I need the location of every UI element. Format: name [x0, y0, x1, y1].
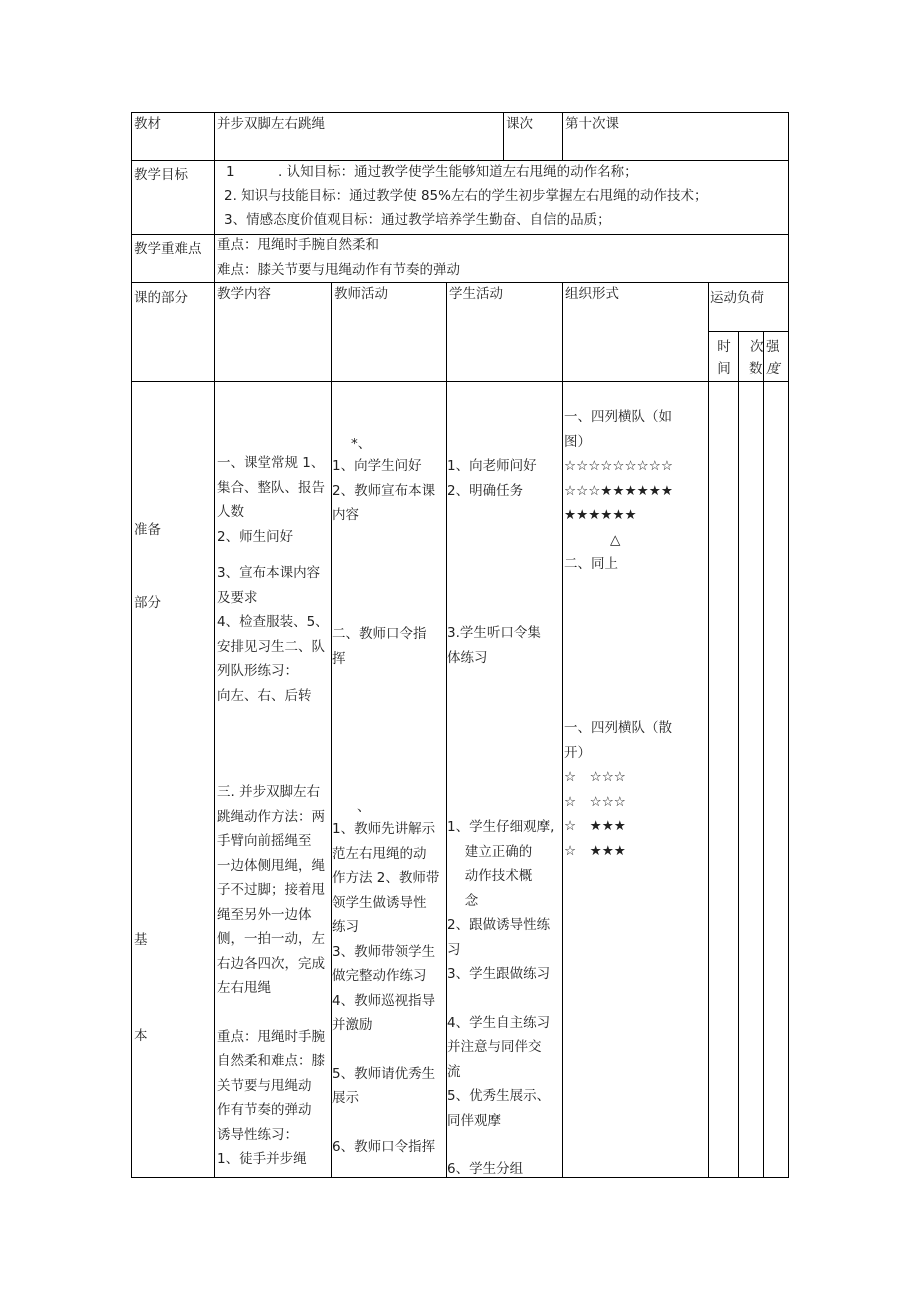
basic-content-line: 侧，一拍一动，左 [217, 931, 325, 947]
scatter-formation-row-3: ☆ ★★★ [564, 818, 626, 834]
basic-content-line: 跳绳动作方法：两 [217, 808, 325, 825]
scatter-formation-row-1: ☆ ☆☆☆ [564, 769, 626, 785]
basic-teacher-line: 范左右甩绳的动 [332, 845, 427, 862]
basic-content-line: 1、徒手并步绳 [217, 1151, 307, 1167]
basic-teacher-mark: 、 [357, 799, 371, 815]
basic-org-line: 开） [564, 744, 591, 761]
basic-student-line: 流 [447, 1063, 461, 1080]
header-time-2: 间 [717, 361, 731, 377]
col-divider-5 [708, 282, 709, 1178]
row1-divider-b [562, 112, 563, 160]
basic-content-line: 手臂向前摇绳至 [217, 833, 312, 849]
basic-part-label-2: 本 [134, 1028, 148, 1044]
objective-1-number: 1 [226, 164, 235, 180]
basic-content-line: 作有节奏的弹动 [217, 1102, 312, 1118]
label-lesson: 课次 [506, 116, 533, 132]
basic-student-line: 2、跟做诱导性练 [447, 917, 551, 933]
prep-content-line: 及要求 [217, 589, 258, 606]
basic-student-line: 并注意与同伴交 [447, 1039, 542, 1055]
prep-org-line: 二、同上 [564, 556, 618, 572]
lesson-value: 第十次课 [565, 116, 619, 132]
prep-student-line: 3.学生听口令集 [447, 625, 541, 641]
prep-student-line: 1、向老师问好 [447, 458, 537, 474]
basic-student [447, 815, 554, 1182]
basic-org-line: 一、四列横队（散 [564, 720, 672, 736]
basic-content [217, 780, 325, 1172]
prep-student-line: 2、明确任务 [447, 482, 524, 499]
prep-part-label-2: 部分 [134, 595, 161, 611]
prep-content-line: 人数 [217, 504, 244, 520]
prep-part-label-1: 准备 [134, 522, 161, 538]
objective-3: 3、情感态度价值观目标：通过教学培养学生勤奋、自信的品质； [224, 212, 611, 228]
header-load: 运动负荷 [710, 290, 764, 306]
basic-content-line [217, 1001, 325, 1025]
prep-teacher-line: 1、向学生问好 [332, 458, 422, 474]
header-count-1: 次 [750, 339, 764, 355]
prep-teacher-line: 2、教师宣布本课 [332, 482, 436, 499]
basic-teacher-line [332, 1111, 439, 1135]
basic-teacher-line: 练习 [332, 919, 359, 935]
objective-1: . 认知目标：通过教学使学生能够知道左右甩绳的动作名称； [278, 164, 638, 180]
basic-student-line: 动作技术概 [447, 868, 533, 884]
prep-student [447, 454, 537, 503]
formation-stars-row-1: ☆☆☆☆☆☆☆☆☆ [564, 458, 673, 474]
basic-content-line: 右边各四次，完成 [217, 955, 325, 972]
prep-teacher-line: 内容 [332, 507, 359, 523]
row1-divider-a [503, 112, 504, 160]
scatter-formation-row-2: ☆ ☆☆☆ [564, 793, 626, 810]
basic-student-line [447, 1133, 554, 1157]
basic-teacher-line: 1、教师先讲解示 [332, 821, 436, 837]
prep-content-line: 安排见习生二、队 [217, 638, 325, 655]
prep-org-line: 一、四列横队（如 [564, 409, 672, 425]
basic-content-line: 诱导性练习： [217, 1126, 298, 1143]
basic-student-line: 6、学生分组 [447, 1161, 524, 1177]
prep-teacher-2 [332, 622, 427, 671]
basic-content-line: 三. 并步双脚左右 [217, 784, 321, 800]
prep-content-line: 4、检查服装、5、 [217, 614, 329, 630]
prep-teacher-mark: *、 [351, 436, 372, 452]
header-student: 学生活动 [449, 286, 503, 302]
prep-student-2 [447, 621, 541, 670]
prep-content-line: 2、师生问好 [217, 528, 294, 545]
prep-content-line: 向左、右、后转 [217, 687, 312, 704]
prep-content-line: 集合、整队、报告 [217, 479, 325, 496]
prep-content [217, 451, 329, 708]
basic-student-line: 5、优秀生展示、 [447, 1088, 551, 1104]
basic-teacher-line: 4、教师巡视指导 [332, 992, 436, 1009]
label-material: 教材 [134, 116, 161, 132]
basic-teacher-line: 展示 [332, 1090, 359, 1106]
basic-content-line: 重点：甩绳时手腕 [217, 1028, 325, 1045]
header-intensity-1: 强 [766, 339, 780, 355]
basic-teacher-line: 并激励 [332, 1017, 373, 1033]
col-divider-7 [763, 331, 764, 1178]
prep-org-line: 图） [564, 433, 591, 450]
basic-content-line: 绳至另外一边体 [217, 906, 312, 923]
basic-teacher-line [332, 1038, 439, 1062]
prep-content-line: 3、宣布本课内容 [217, 565, 321, 581]
basic-content-line: 左右甩绳 [217, 980, 271, 996]
keypoint-1: 重点：甩绳时手腕自然柔和 [217, 237, 379, 253]
basic-part-label-1: 基 [134, 932, 148, 948]
header-bottom-divider [131, 381, 789, 382]
keypoint-2: 难点：膝关节要与甩绳动作有节奏的弹动 [217, 262, 460, 278]
formation-stars-row-3: ★★★★★★ [564, 507, 637, 523]
prep-content-line [217, 549, 329, 561]
basic-student-line: 3、学生跟做练习 [447, 966, 551, 982]
label-keypoints: 教学重难点 [134, 241, 202, 257]
basic-organization [564, 716, 672, 863]
basic-teacher-line: 领学生做诱导性 [332, 894, 427, 911]
basic-student-line: 建立正确的 [447, 843, 533, 860]
basic-student-line: 同伴观摩 [447, 1112, 501, 1129]
prep-teacher [332, 454, 435, 528]
header-count-2: 数 [749, 361, 763, 377]
basic-student-line: 习 [447, 941, 461, 958]
col-divider-4 [562, 282, 563, 1178]
header-teacher: 教师活动 [334, 286, 388, 302]
basic-content-line: 一边体侧甩绳，绳 [217, 857, 325, 874]
label-objectives: 教学目标 [134, 167, 188, 183]
prep-teacher-line: 挥 [332, 650, 346, 667]
scatter-formation-row-4: ☆ ★★★ [564, 842, 626, 859]
prep-content-line: 列队形练习： [217, 663, 298, 679]
prep-content-line: 一、课堂常规 1、 [217, 455, 325, 471]
table-border-left [131, 112, 132, 1178]
header-time-1: 时 [717, 339, 731, 355]
basic-teacher-line: 5、教师请优秀生 [332, 1065, 436, 1082]
teacher-triangle-icon: △ [610, 531, 621, 548]
basic-teacher-line: 6、教师口令指挥 [332, 1138, 436, 1155]
header-intensity-2: 度 [766, 361, 780, 377]
col-divider-1 [214, 112, 215, 1178]
header-part: 课的部分 [134, 290, 188, 306]
basic-student-line: 念 [447, 892, 479, 909]
basic-teacher-line: 做完整动作练习 [332, 968, 427, 984]
basic-teacher [332, 817, 439, 1159]
header-content: 教学内容 [217, 286, 271, 302]
formation-stars-row-2: ☆☆☆★★★★★★ [564, 482, 673, 499]
col-divider-6 [738, 331, 739, 1178]
basic-student-line [447, 987, 554, 1011]
prep-organization [564, 405, 673, 577]
table-border-right [788, 112, 789, 1178]
basic-content-line: 子不过脚；接着甩 [217, 882, 325, 898]
prep-student-line: 体练习 [447, 649, 488, 666]
load-subheader-divider [708, 331, 789, 332]
header-organization: 组织形式 [565, 286, 619, 302]
objective-2: 2. 知识与技能目标：通过教学使 85%左右的学生初步掌握左右甩绳的动作技术； [224, 188, 708, 204]
basic-teacher-line: 作方法 2、教师带 [332, 870, 440, 886]
basic-student-line: 4、学生自主练习 [447, 1014, 551, 1031]
basic-content-line: 关节要与甩绳动 [217, 1077, 312, 1094]
basic-student-line: 1、学生仔细观摩, [447, 819, 555, 835]
basic-content-line: 自然柔和难点：膝 [217, 1053, 325, 1069]
prep-teacher-line: 二、教师口令指 [332, 626, 427, 642]
basic-teacher-line: 3、教师带领学生 [332, 943, 436, 960]
material-value: 并步双脚左右跳绳 [217, 116, 325, 132]
